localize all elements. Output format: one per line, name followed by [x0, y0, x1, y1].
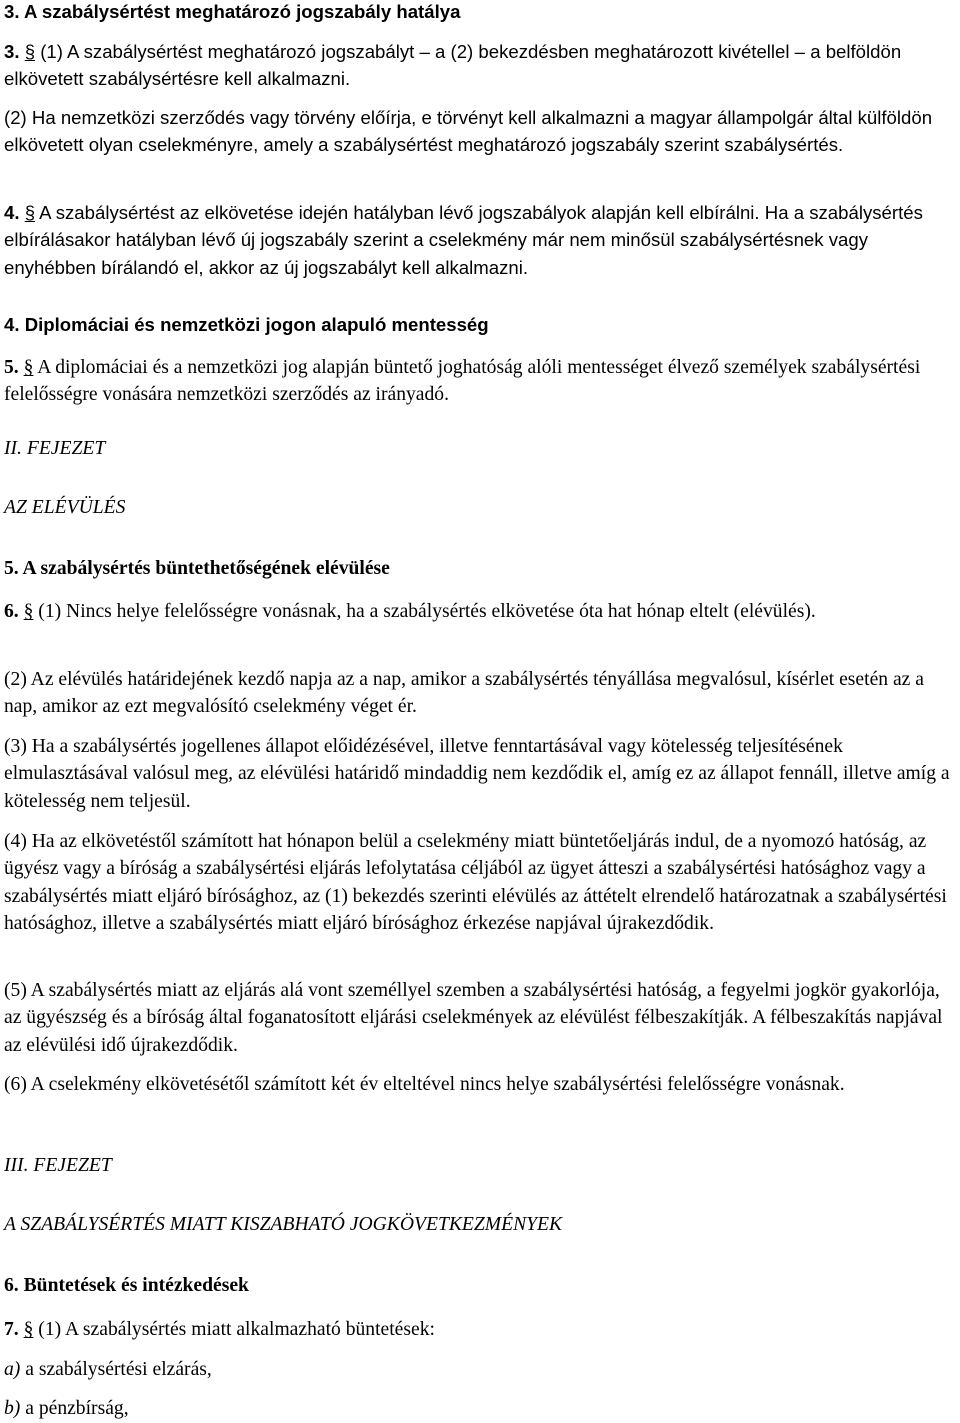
paragraph-4: 4. § A szabálysértést az elkövetése idején hatályban lévő jogszabályok alapján kell elbírálni. Ha a szabálysértés elbírálásakor hatályban lévő új jogszabály szerint a cselekmény már nem minősül szabálysértésnek vagy enyhébben bírálandó el, akkor az új jogszabályt kell alkalmazni. [4, 199, 958, 281]
paragraph-6-3: (3) Ha a szabálysértés jogellenes állapot előidézésével, illetve fenntartásával vagy kötelesség teljesítésének elmulasztásával valósul meg, az elévülési határidő mindaddig nem kezdődik el, amíg ez az állapot fennáll, illetve amíg a kötelesség nem teljesül. [4, 736, 950, 812]
section-sign[interactable]: § [23, 357, 34, 378]
paragraph-6-6: (6) A cselekmény elkövetésétől számított két év elteltével nincs helye szabálysértési felelősségre vonásnak. [4, 1074, 845, 1095]
list-item-b: b) a pénzbírság, [4, 1398, 129, 1419]
section-sign[interactable]: § [23, 1319, 34, 1340]
section-sign[interactable]: § [23, 601, 34, 622]
chapter-title-2: AZ ELÉVÜLÉS [4, 497, 126, 518]
section-sign[interactable]: § [24, 41, 36, 62]
paragraph-6-5: (5) A szabálysértés miatt az eljárás alá vont személlyel szemben a szabálysértési hatóság, a fegyelmi jogkör gyakorlója, az ügyészség és a bíróság által foganatosított eljárási cselekmények az elévülést félbeszakítják. A félbeszakítás napjával az elévülési idő újrakezdődik. [4, 980, 943, 1056]
chapter-title-3: A SZABÁLYSÉRTÉS MIATT KISZABHATÓ JOGKÖVETKEZMÉNYEK [4, 1214, 563, 1235]
chapter-heading-3: III. FEJEZET [4, 1155, 112, 1176]
section-sign[interactable]: § [24, 202, 36, 223]
subtitle-4: 4. Diplomáciai és nemzetközi jogon alapuló mentesség [4, 314, 489, 335]
paragraph-6-2: (2) Az elévülés határidejének kezdő napja az a nap, amikor a szabálysértés tényállása megvalósul, kísérlet esetén az a nap, amikor az ezt megvalósító cselekmény véget ér. [4, 669, 924, 718]
paragraph-7-1: 7. § (1) A szabálysértés miatt alkalmazható büntetések: [4, 1316, 958, 1343]
subtitle-6: 6. Büntetések és intézkedések [4, 1275, 249, 1296]
paragraph-5: 5. § A diplomáciai és a nemzetközi jog alapján büntető joghatóság alóli mentességet élvező személyek szabálysértési felelősségre vonására nemzetközi szerződés az irányadó. [4, 354, 958, 409]
paragraph-3-1: 3. § (1) A szabálysértést meghatározó jogszabályt – a (2) bekezdésben meghatározott kivétellel – a belföldön elkövetett szabálysértésre kell alkalmazni. [4, 38, 958, 93]
subtitle-3: 3. A szabálysértést meghatározó jogszabály hatálya [4, 1, 461, 22]
paragraph-3-2: (2) Ha nemzetközi szerződés vagy törvény előírja, e törvényt kell alkalmazni a magyar állampolgár által külföldön elkövetett olyan cselekményre, amely a szabálysértést meghatározó jogszabály szerint szabálysértés. [4, 107, 933, 156]
chapter-heading-2: II. FEJEZET [4, 438, 106, 459]
subtitle-5: 5. A szabálysértés büntethetőségének elévülése [4, 558, 390, 579]
paragraph-6-1: 6. § (1) Nincs helye felelősségre vonásnak, ha a szabálysértés elkövetése óta hat hónap eltelt (elévülés). [4, 598, 958, 625]
list-item-a: a) a szabálysértési elzárás, [4, 1359, 212, 1380]
paragraph-6-4: (4) Ha az elkövetéstől számított hat hónapon belül a cselekmény miatt büntetőeljárás indul, de a nyomozó hatóság, az ügyész vagy a bíróság a szabálysértési eljárás lefolytatása céljából az ügyet átteszi a szabálysértési hatósághoz vagy a szabálysértés miatt eljáró bírósághoz, az (1) bekezdés szerinti elévülés az áttételt elrendelő határozatnak a szabálysértési hatósághoz, illetve a szabálysértés miatt eljáró bírósághoz érkezése napjával újrakezdődik. [4, 831, 947, 935]
